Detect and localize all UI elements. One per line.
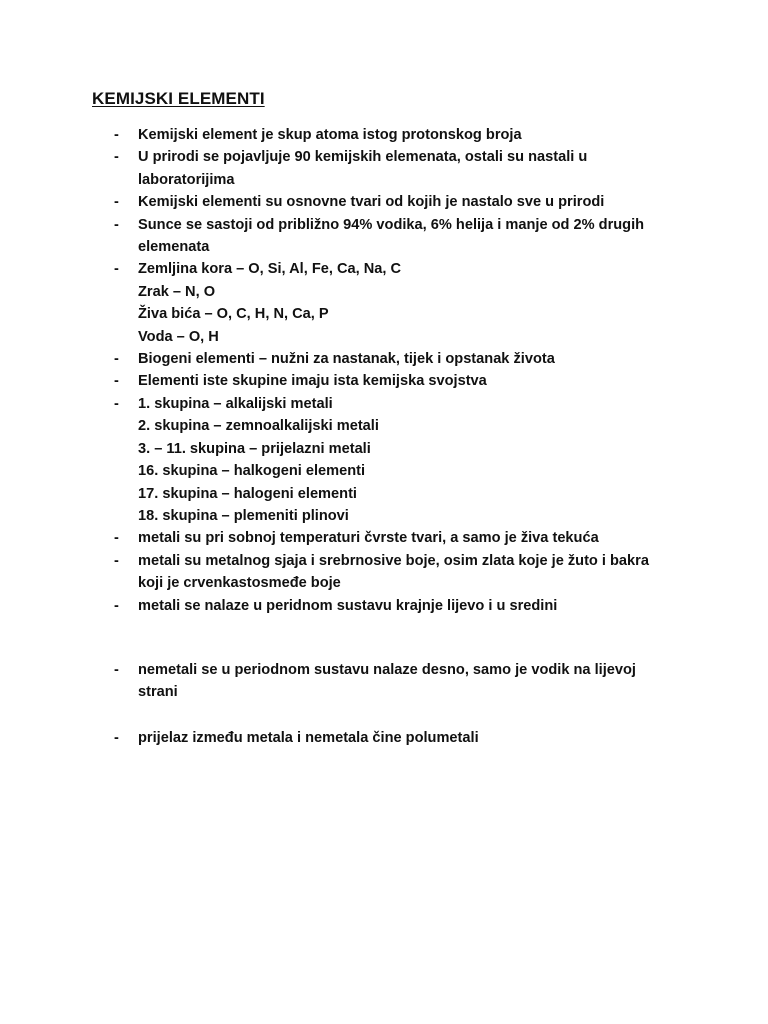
item-line: Voda – O, H xyxy=(138,328,219,345)
item-line: Zemljina kora – O, Si, Al, Fe, Ca, Na, C xyxy=(138,261,402,278)
item-line: 1. skupina – alkalijski metali xyxy=(138,395,333,412)
bullet-dash: - xyxy=(114,149,119,166)
bullet-dash: - xyxy=(114,351,119,368)
item-line: 17. skupina – halogeni elementi xyxy=(138,485,357,502)
bullet-dash: - xyxy=(114,552,119,569)
item-line: metali su metalnog sjaja i srebrnosive boje, osim zlata koje je žuto i bakra xyxy=(138,552,649,569)
item-line: 18. skupina – plemeniti plinovi xyxy=(138,507,349,524)
item-line: Biogeni elementi – nužni za nastanak, tijek i opstanak života xyxy=(138,351,555,368)
bullet-dash: - xyxy=(114,597,119,614)
list-item xyxy=(0,527,768,549)
item-line: koji je crvenkastosmeđe boje xyxy=(138,575,341,592)
item-line: Živa bića – O, C, H, N, Ca, P xyxy=(138,306,329,323)
list-item xyxy=(0,348,768,370)
bullet-dash: - xyxy=(114,661,119,678)
item-line: nemetali se u periodnom sustavu nalaze desno, samo je vodik na lijevoj xyxy=(138,661,636,678)
bullet-dash: - xyxy=(114,530,119,547)
item-line: metali su pri sobnoj temperaturi čvrste tvari, a samo je živa tekuća xyxy=(138,530,599,547)
list-item xyxy=(0,146,768,191)
item-line: Kemijski element je skup atoma istog protonskog broja xyxy=(138,127,522,143)
item-line: metali se nalaze u peridnom sustavu krajnje lijevo i u sredini xyxy=(138,597,558,614)
list-item xyxy=(0,659,768,704)
list-item xyxy=(0,370,768,392)
bullet-dash: - xyxy=(114,395,119,412)
bullet-dash: - xyxy=(114,373,119,390)
bullet-dash: - xyxy=(114,261,119,278)
list-item xyxy=(0,191,768,213)
list-item xyxy=(0,727,768,749)
bullet-list xyxy=(0,124,768,749)
item-line: laboratorijima xyxy=(138,171,235,188)
item-line: Zrak – N, O xyxy=(138,283,216,300)
item-line: 3. – 11. skupina – prijelazni metali xyxy=(138,440,371,457)
item-line: Kemijski elementi su osnovne tvari od kojih je nastalo sve u prirodi xyxy=(138,194,605,211)
bullet-dash: - xyxy=(114,729,119,746)
list-item xyxy=(0,258,768,348)
item-line: strani xyxy=(138,684,178,701)
item-line: Elementi iste skupine imaju ista kemijska svojstva xyxy=(138,373,487,390)
item-line: 2. skupina – zemnoalkalijski metali xyxy=(138,418,379,435)
item-line: Sunce se sastoji od približno 94% vodika, 6% helija i manje od 2% drugih xyxy=(138,216,645,233)
page-title: KEMIJSKI ELEMENTI xyxy=(92,89,265,108)
list-item xyxy=(0,393,768,527)
item-line: prijelaz između metala i nemetala čine polumetali xyxy=(138,729,479,746)
list-item xyxy=(0,550,768,595)
list-item xyxy=(0,214,768,259)
list-item xyxy=(0,124,768,146)
list-item xyxy=(0,595,768,617)
bullet-dash: - xyxy=(114,216,119,233)
item-line: elemenata xyxy=(138,239,210,256)
bullet-dash: - xyxy=(114,127,119,143)
item-line: U prirodi se pojavljuje 90 kemijskih elemenata, ostali su nastali u xyxy=(138,149,588,166)
item-line: 16. skupina – halkogeni elementi xyxy=(138,463,366,480)
bullet-dash: - xyxy=(114,194,119,211)
